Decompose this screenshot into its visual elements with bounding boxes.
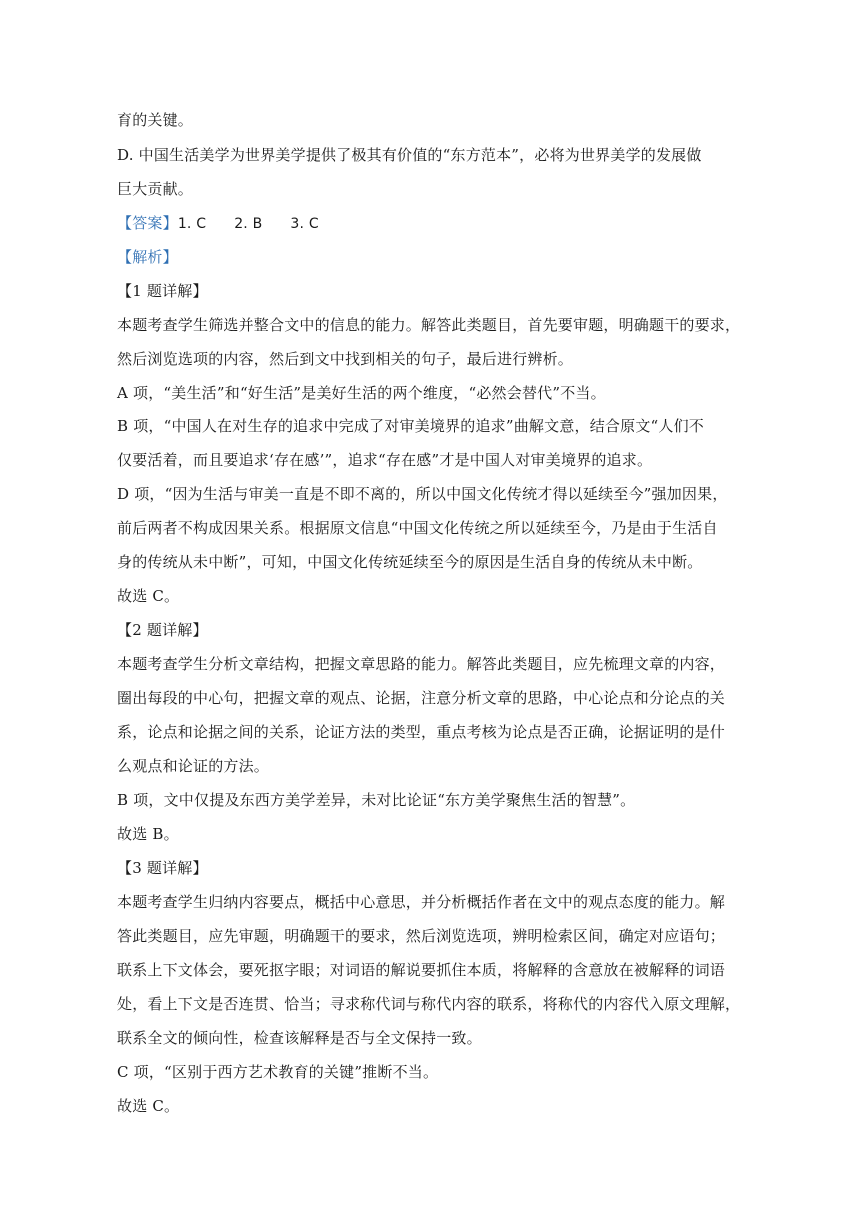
q3-paragraph-line: 联系全文的倾向性，检查该解释是否与全文保持一致。 bbox=[117, 1029, 482, 1047]
answer-3: 3. C bbox=[290, 216, 319, 232]
q1-option-b-line: 仅要活着，而且要追求‘存在感’”，追求“存在感”才是中国人对审美境界的追求。 bbox=[117, 451, 653, 469]
q1-option-d-line: 前后两者不构成因果关系。根据原文信息“中国文化传统之所以延续至今，乃是由于生活自 bbox=[117, 519, 718, 537]
q1-choice: 故选 C。 bbox=[117, 587, 180, 605]
q1-option-a: A 项，“美生活”和“好生活”是美好生活的两个维度，“必然会替代”不当。 bbox=[117, 384, 606, 402]
q3-choice: 故选 C。 bbox=[117, 1097, 180, 1115]
q3-heading: 【3 题详解】 bbox=[117, 859, 208, 877]
option-d-line-1: D. 中国生活美学为世界美学提供了极其有价值的“东方范本”，必将为世界美学的发展做 bbox=[117, 146, 702, 164]
q2-paragraph-line: 系，论点和论据之间的关系，论证方法的类型，重点考核为论点是否正确，论据证明的是什 bbox=[117, 723, 726, 741]
q3-paragraph-line: 答此类题目，应先审题，明确题干的要求，然后浏览选项，辨明检索区间，确定对应语句； bbox=[117, 927, 726, 945]
q1-paragraph-line: 本题考查学生筛选并整合文中的信息的能力。解答此类题目，首先要审题，明确题干的要求， bbox=[117, 316, 741, 334]
answer-tag: 【答案】 bbox=[117, 214, 178, 232]
q2-option-b: B 项，文中仅提及东西方美学差异，未对比论证“东方美学聚焦生活的智慧”。 bbox=[117, 791, 636, 809]
analysis-tag: 【解析】 bbox=[117, 248, 178, 266]
q1-option-d-line: 身的传统从未中断”，可知，中国文化传统延续至今的原因是生活自身的传统从未中断。 bbox=[117, 553, 703, 571]
q2-heading: 【2 题详解】 bbox=[117, 621, 208, 639]
text-line: 育的关键。 bbox=[117, 111, 194, 129]
q1-heading: 【1 题详解】 bbox=[117, 282, 208, 300]
q2-paragraph-line: 本题考查学生分析文章结构，把握文章思路的能力。解答此类题目，应先梳理文章的内容， bbox=[117, 655, 726, 673]
q3-option-c: C 项，“区别于西方艺术教育的关键”推断不当。 bbox=[117, 1063, 439, 1081]
q2-paragraph-line: 圈出每段的中心句，把握文章的观点、论据，注意分析文章的思路，中心论点和分论点的关 bbox=[117, 689, 726, 707]
option-d-line-2: 巨大贡献。 bbox=[117, 180, 194, 198]
q2-paragraph-line: 么观点和论证的方法。 bbox=[117, 757, 270, 775]
q3-paragraph-line: 本题考查学生归纳内容要点，概括中心意思，并分析概括作者在文中的观点态度的能力。解 bbox=[117, 893, 726, 911]
answer-1: 1. C bbox=[177, 216, 207, 232]
q1-paragraph-line: 然后浏览选项的内容，然后到文中找到相关的句子，最后进行辨析。 bbox=[117, 350, 574, 368]
q3-paragraph-line: 联系上下文体会，要死抠字眼；对词语的解说要抓住本质，将解释的含意放在被解释的词语 bbox=[117, 961, 726, 979]
q2-choice: 故选 B。 bbox=[117, 825, 179, 843]
q1-option-b-line: B 项，“中国人在对生存的追求中完成了对审美境界的追求”曲解文意，结合原文“人们不 bbox=[117, 417, 705, 435]
answer-2: 2. B bbox=[234, 216, 263, 232]
answer-line bbox=[117, 213, 319, 234]
q1-option-d-line: D 项，“因为生活与审美一直是不即不离的，所以中国文化传统才得以延续至今”强加因果， bbox=[117, 485, 728, 503]
q3-paragraph-line: 处，看上下文是否连贯、恰当；寻求称代词与称代内容的联系，将称代的内容代入原文理解， bbox=[117, 995, 741, 1013]
